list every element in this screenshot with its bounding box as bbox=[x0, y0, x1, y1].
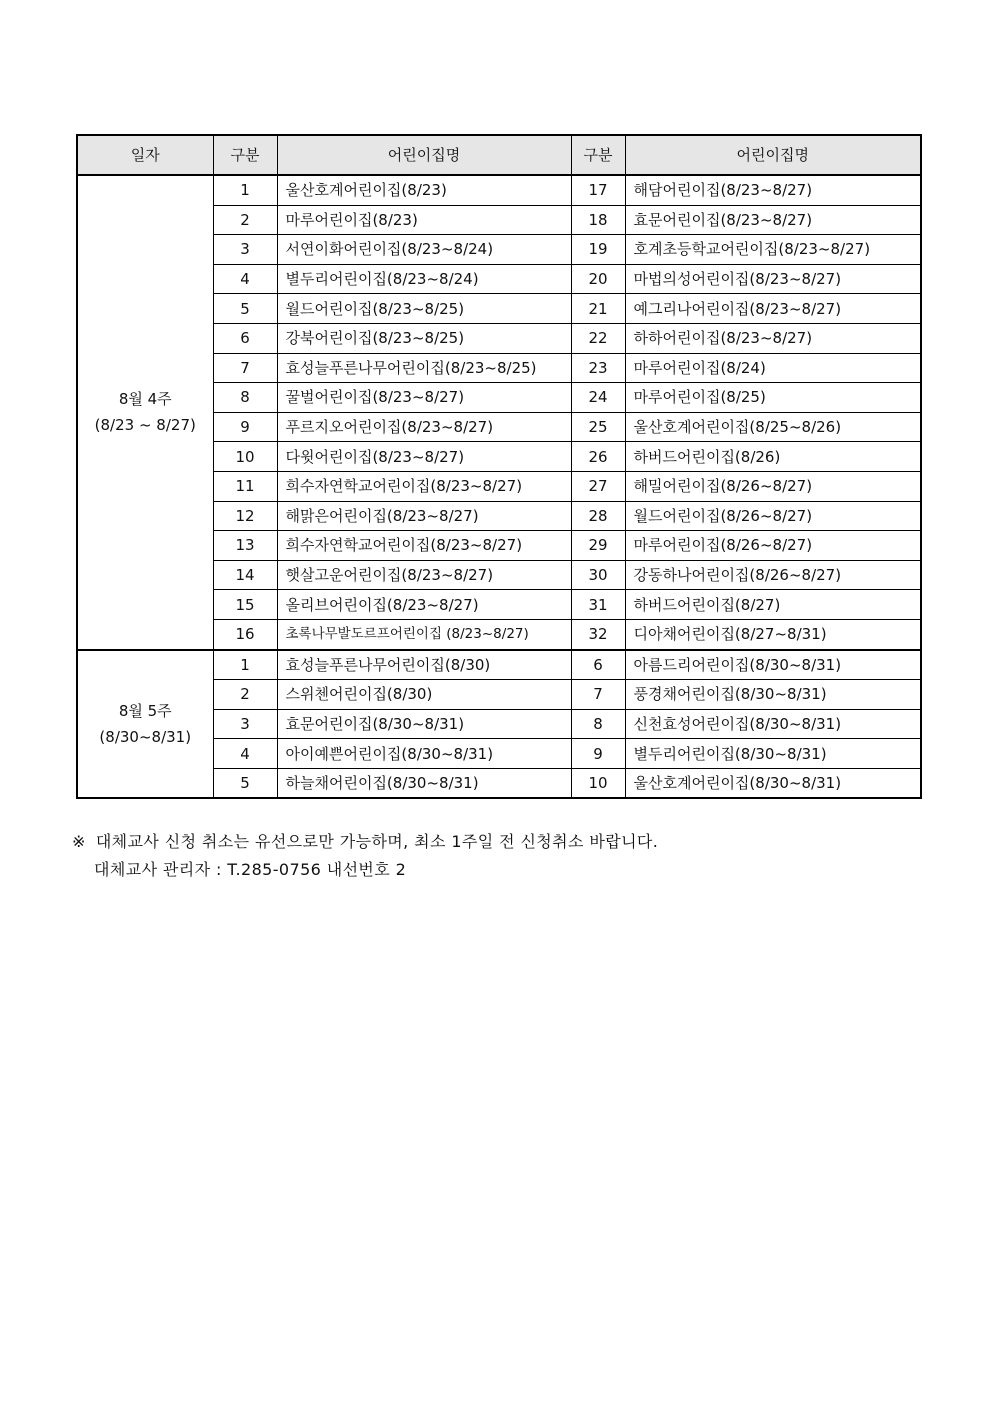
daycare-name-right: 효문어린이집(8/23~8/27) bbox=[625, 205, 921, 235]
row-number-left: 1 bbox=[213, 175, 277, 205]
row-number-left: 5 bbox=[213, 294, 277, 324]
row-number-left: 14 bbox=[213, 560, 277, 590]
row-number-right: 8 bbox=[571, 709, 625, 739]
row-number-left: 1 bbox=[213, 650, 277, 680]
daycare-name-left: 희수자연학교어린이집(8/23~8/27) bbox=[277, 471, 571, 501]
table-row bbox=[77, 650, 921, 680]
daycare-name-left: 하늘채어린이집(8/30~8/31) bbox=[277, 768, 571, 798]
row-number-left: 8 bbox=[213, 383, 277, 413]
row-number-right: 30 bbox=[571, 560, 625, 590]
row-number-left: 15 bbox=[213, 590, 277, 620]
row-number-right: 19 bbox=[571, 235, 625, 265]
daycare-name-left: 올리브어린이집(8/23~8/27) bbox=[277, 590, 571, 620]
row-number-left: 5 bbox=[213, 768, 277, 798]
daycare-name-right: 울산호계어린이집(8/25~8/26) bbox=[625, 412, 921, 442]
daycare-name-right: 마루어린이집(8/25) bbox=[625, 383, 921, 413]
daycare-name-left: 희수자연학교어린이집(8/23~8/27) bbox=[277, 531, 571, 561]
header-row bbox=[77, 135, 921, 175]
daycare-name-right: 별두리어린이집(8/30~8/31) bbox=[625, 739, 921, 769]
row-number-right: 7 bbox=[571, 680, 625, 710]
row-number-right: 27 bbox=[571, 471, 625, 501]
week-group bbox=[77, 175, 921, 650]
row-number-left: 16 bbox=[213, 619, 277, 649]
daycare-name-left: 꿀벌어린이집(8/23~8/27) bbox=[277, 383, 571, 413]
week-label: 8월 4주 bbox=[118, 390, 172, 409]
header-name-right: 어린이집명 bbox=[625, 135, 921, 175]
daycare-name-right: 강동하나어린이집(8/26~8/27) bbox=[625, 560, 921, 590]
row-number-right: 26 bbox=[571, 442, 625, 472]
row-number-left: 2 bbox=[213, 205, 277, 235]
daycare-name-left: 다윗어린이집(8/23~8/27) bbox=[277, 442, 571, 472]
row-number-right: 22 bbox=[571, 323, 625, 353]
row-number-right: 6 bbox=[571, 650, 625, 680]
daycare-name-right: 해밀어린이집(8/26~8/27) bbox=[625, 471, 921, 501]
daycare-name-left: 효성늘푸른나무어린이집(8/30) bbox=[277, 650, 571, 680]
row-number-left: 6 bbox=[213, 323, 277, 353]
note-text-1: 대체교사 신청 취소는 유선으로만 가능하며, 최소 1주일 전 신청취소 바랍니다. bbox=[95, 832, 659, 851]
row-number-right: 9 bbox=[571, 739, 625, 769]
daycare-name-right: 디아채어린이집(8/27~8/31) bbox=[625, 619, 921, 649]
daycare-name-right: 하버드어린이집(8/26) bbox=[625, 442, 921, 472]
row-number-right: 28 bbox=[571, 501, 625, 531]
header-category-right: 구분 bbox=[571, 135, 625, 175]
row-number-left: 3 bbox=[213, 235, 277, 265]
row-number-left: 4 bbox=[213, 264, 277, 294]
daycare-name-right: 하하어린이집(8/23~8/27) bbox=[625, 323, 921, 353]
daycare-name-left: 푸르지오어린이집(8/23~8/27) bbox=[277, 412, 571, 442]
daycare-name-left: 햇살고운어린이집(8/23~8/27) bbox=[277, 560, 571, 590]
daycare-name-right: 울산호계어린이집(8/30~8/31) bbox=[625, 768, 921, 798]
daycare-name-left: 월드어린이집(8/23~8/25) bbox=[277, 294, 571, 324]
daycare-name-left: 마루어린이집(8/23) bbox=[277, 205, 571, 235]
row-number-right: 20 bbox=[571, 264, 625, 294]
daycare-name-left: 서연이화어린이집(8/23~8/24) bbox=[277, 235, 571, 265]
week-cell bbox=[77, 175, 213, 650]
row-number-left: 10 bbox=[213, 442, 277, 472]
daycare-name-left: 아이예쁜어린이집(8/30~8/31) bbox=[277, 739, 571, 769]
daycare-name-left: 별두리어린이집(8/23~8/24) bbox=[277, 264, 571, 294]
row-number-left: 4 bbox=[213, 739, 277, 769]
note-line-2: 대체교사 관리자 : T.285-0756 내선번호 2 bbox=[94, 860, 407, 879]
daycare-name-left: 효문어린이집(8/30~8/31) bbox=[277, 709, 571, 739]
daycare-name-right: 호계초등학교어린이집(8/23~8/27) bbox=[625, 235, 921, 265]
daycare-name-right: 마법의성어린이집(8/23~8/27) bbox=[625, 264, 921, 294]
daycare-name-left: 강북어린이집(8/23~8/25) bbox=[277, 323, 571, 353]
row-number-right: 23 bbox=[571, 353, 625, 383]
row-number-left: 2 bbox=[213, 680, 277, 710]
header-category-left: 구분 bbox=[213, 135, 277, 175]
row-number-right: 29 bbox=[571, 531, 625, 561]
daycare-name-right: 아름드리어린이집(8/30~8/31) bbox=[625, 650, 921, 680]
daycare-name-left: 해맑은어린이집(8/23~8/27) bbox=[277, 501, 571, 531]
daycare-name-right: 예그리나어린이집(8/23~8/27) bbox=[625, 294, 921, 324]
daycare-name-left: 스위첸어린이집(8/30) bbox=[277, 680, 571, 710]
row-number-right: 21 bbox=[571, 294, 625, 324]
table-row bbox=[77, 175, 921, 205]
row-number-right: 10 bbox=[571, 768, 625, 798]
week-label: 8월 5주 bbox=[118, 701, 172, 720]
daycare-name-right: 마루어린이집(8/26~8/27) bbox=[625, 531, 921, 561]
row-number-left: 13 bbox=[213, 531, 277, 561]
daycare-name-left: 울산호계어린이집(8/23) bbox=[277, 175, 571, 205]
row-number-right: 17 bbox=[571, 175, 625, 205]
schedule-table bbox=[76, 134, 922, 799]
row-number-right: 25 bbox=[571, 412, 625, 442]
week-date-range: (8/23 ~ 8/27) bbox=[94, 416, 196, 435]
daycare-name-right: 마루어린이집(8/24) bbox=[625, 353, 921, 383]
daycare-name-right: 하버드어린이집(8/27) bbox=[625, 590, 921, 620]
header-date: 일자 bbox=[77, 135, 213, 175]
row-number-right: 24 bbox=[571, 383, 625, 413]
daycare-name-right: 풍경채어린이집(8/30~8/31) bbox=[625, 680, 921, 710]
week-date-range: (8/30~8/31) bbox=[99, 727, 192, 746]
row-number-right: 32 bbox=[571, 619, 625, 649]
row-number-right: 18 bbox=[571, 205, 625, 235]
note-reference-mark: ※ bbox=[72, 832, 86, 851]
daycare-name-right: 월드어린이집(8/26~8/27) bbox=[625, 501, 921, 531]
note-line-1 bbox=[72, 828, 658, 856]
table-header bbox=[77, 135, 921, 175]
week-group bbox=[77, 650, 921, 799]
week-cell bbox=[77, 650, 213, 799]
daycare-name-left: 효성늘푸른나무어린이집(8/23~8/25) bbox=[277, 353, 571, 383]
daycare-name-left: 초록나무발도르프어린이집 (8/23~8/27) bbox=[277, 619, 571, 649]
row-number-left: 11 bbox=[213, 471, 277, 501]
header-name-left: 어린이집명 bbox=[277, 135, 571, 175]
row-number-right: 31 bbox=[571, 590, 625, 620]
cancellation-note bbox=[72, 828, 658, 884]
row-number-left: 12 bbox=[213, 501, 277, 531]
row-number-left: 9 bbox=[213, 412, 277, 442]
daycare-name-right: 신천효성어린이집(8/30~8/31) bbox=[625, 709, 921, 739]
row-number-left: 3 bbox=[213, 709, 277, 739]
row-number-left: 7 bbox=[213, 353, 277, 383]
daycare-name-right: 해담어린이집(8/23~8/27) bbox=[625, 175, 921, 205]
